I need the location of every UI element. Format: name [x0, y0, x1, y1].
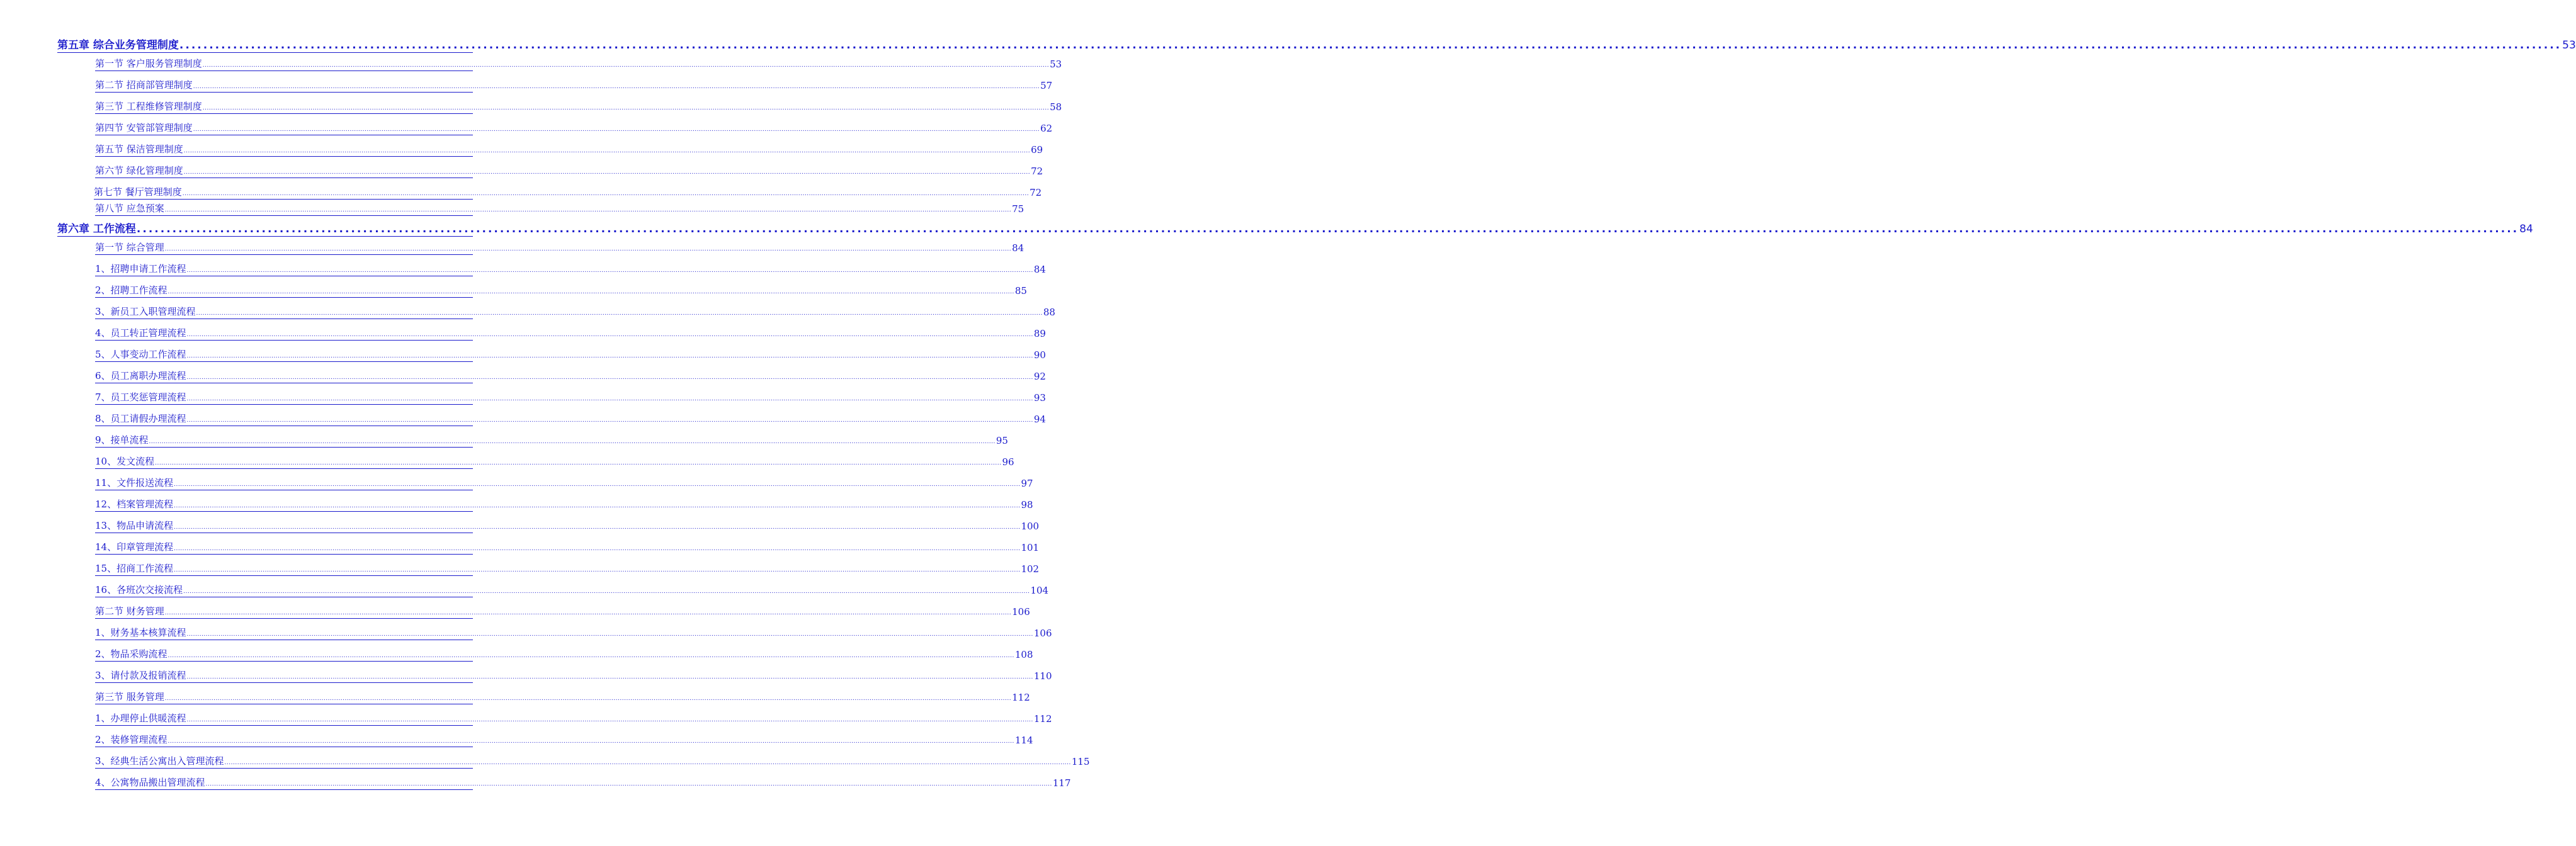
toc-page-number: 110 — [1033, 670, 1052, 682]
dot-leader: ................................................................................................................................................................................................................................................................................................................................................................................................................ — [167, 738, 1014, 745]
dot-leader: ................................................................................................................................................................................................................................................................................................................................................................................................................ — [164, 610, 1012, 616]
toc-section-link[interactable] — [95, 499, 1033, 512]
toc-entry-title: 9、接单流程 — [95, 434, 149, 446]
toc-entry-title: 8、员工请假办理流程 — [95, 413, 186, 424]
toc-entry-title: 16、各班次交接流程 — [95, 584, 183, 595]
toc-page-number: 69 — [1031, 144, 1043, 155]
toc-page-number: 72 — [1030, 187, 1042, 198]
toc-page-number: 89 — [1033, 328, 1046, 339]
toc-section-link[interactable] — [95, 777, 1071, 790]
dot-leader: ................................................................................................................................................................................................................................................................................................................................................................................................................ — [174, 482, 1021, 488]
toc-page-number: 93 — [1033, 392, 1046, 403]
dot-leader: ................................................................................................................................................................................................................................................................................................................................................................................................................ — [196, 310, 1043, 317]
toc-entry-title: 15、招商工作流程 — [95, 563, 174, 574]
toc-section-link[interactable] — [95, 242, 1024, 255]
dot-leader: ................................................................................................................................................................................................................................................................................................................................................................................................................ — [183, 589, 1030, 595]
toc-page-number: 97 — [1021, 478, 1033, 489]
toc-page-number: 92 — [1033, 371, 1046, 382]
dot-leader: ................................................................................................................................................................................................................................................................................................................................................................................................................ — [174, 524, 1021, 531]
toc-entry-title: 第一节 综合管理 — [95, 242, 164, 253]
toc-section-link[interactable] — [95, 627, 1052, 640]
toc-page-number: 84 — [2519, 223, 2533, 235]
toc-page-number: 58 — [1050, 101, 1062, 113]
toc-page-number: 90 — [1033, 349, 1046, 361]
dot-leader: ................................................................................................................................................................................................................................................................................................................................................................................................................ — [186, 631, 1033, 638]
toc-section-link[interactable] — [95, 456, 1014, 469]
dot-leader: ................................................................................................................................................................................................................................................................................................................................................................................................................ — [174, 503, 1021, 509]
toc-page-number: 114 — [1014, 735, 1033, 746]
toc-section-link[interactable] — [95, 713, 1052, 726]
toc-section-link[interactable] — [95, 58, 1062, 71]
toc-section-link[interactable] — [95, 413, 1046, 426]
dot-leader: ................................................................................................................................................................................................................................................................................................................................................................................................................ — [186, 674, 1033, 680]
dot-leader: ................................................................................................................................................................................................................................................................................................................................................................................................................ — [174, 546, 1021, 552]
dot-leader: ................................................................................................................................................................................................................................................................................................................................................................................................................ — [186, 396, 1033, 402]
dot-leader: ................................................................................................................................................................................................................................................................................................................................................................................................................ — [186, 375, 1033, 381]
toc-page-number: 88 — [1043, 307, 1055, 318]
toc-page-number: 95 — [996, 435, 1008, 446]
dot-leader: ................................................................................................................................................................................................................................................................................................................................................................................................................ — [149, 439, 996, 445]
toc-entry-title: 4、公寓物品搬出管理流程 — [95, 777, 205, 788]
dot-leader: ................................................................................................................................................................................................................................................................................................................................................................................................................ — [174, 567, 1021, 573]
toc-section-link[interactable] — [95, 370, 1046, 383]
toc-section-link[interactable] — [95, 434, 1008, 448]
toc-page-number: 53 — [2562, 39, 2576, 52]
toc-entry-title: 2、招聘工作流程 — [95, 285, 167, 296]
dot-leader: ................................................................................................................................................................................................................................................................................................................................................................................................................ — [167, 289, 1014, 295]
dot-leader: ................................................................................................................................................................................................................................................................................................................................................................................................................ — [155, 460, 1002, 466]
toc-page-number: 85 — [1014, 285, 1027, 296]
toc-section-link[interactable] — [94, 186, 1042, 200]
dot-leader: ................................................................................................................................................................................................................................................................................................................................................................................................................ — [182, 191, 1030, 197]
toc-entry-title: 第八节 应急预案 — [95, 203, 164, 214]
dot-leader: ................................................................................................................................................................................................................................................................................................................................................................................................................ — [179, 39, 2562, 52]
toc-section-link[interactable] — [95, 734, 1033, 747]
dot-leader: ................................................................................................................................................................................................................................................................................................................................................................................................................ — [164, 696, 1012, 702]
toc-page-number: 84 — [1012, 242, 1024, 254]
toc-page-number: 108 — [1014, 649, 1033, 660]
toc-section-link[interactable] — [95, 541, 1040, 555]
toc-entry-title: 第四节 安管部管理制度 — [95, 122, 193, 133]
toc-entry-title: 第七节 餐厅管理制度 — [94, 186, 182, 198]
toc-page-number: 53 — [1050, 59, 1062, 70]
toc-entry-title: 第六节 绿化管理制度 — [95, 165, 183, 176]
toc-entry-title: 4、员工转正管理流程 — [95, 327, 186, 339]
toc-entry-title: 第五章 综合业务管理制度 — [57, 39, 179, 52]
toc-page-number: 94 — [1033, 414, 1046, 425]
toc-section-link[interactable] — [95, 520, 1040, 533]
toc-page-number: 112 — [1033, 713, 1052, 725]
dot-leader: ................................................................................................................................................................................................................................................................................................................................................................................................................ — [186, 268, 1033, 274]
toc-section-link[interactable] — [95, 203, 1024, 216]
toc-section-link[interactable] — [95, 285, 1027, 298]
toc-entry-title: 12、档案管理流程 — [95, 499, 174, 510]
toc-entry-title: 1、办理停止供暖流程 — [95, 713, 186, 724]
toc-section-link[interactable] — [95, 563, 1040, 576]
toc-page-number: 101 — [1021, 542, 1040, 553]
toc-entry-title: 7、员工奖惩管理流程 — [95, 392, 186, 403]
toc-page-number: 106 — [1033, 628, 1052, 639]
toc-section-link[interactable] — [95, 648, 1033, 662]
toc-entry-title: 第二节 财务管理 — [95, 606, 164, 617]
dot-leader: ................................................................................................................................................................................................................................................................................................................................................................................................................ — [167, 653, 1014, 659]
dot-leader: ................................................................................................................................................................................................................................................................................................................................................................................................................ — [186, 417, 1033, 424]
toc-page-number: 84 — [1033, 264, 1046, 275]
toc-section-link[interactable] — [95, 327, 1046, 341]
dot-leader: ................................................................................................................................................................................................................................................................................................................................................................................................................ — [186, 332, 1033, 338]
toc-section-link[interactable] — [95, 349, 1046, 362]
dot-leader: ................................................................................................................................................................................................................................................................................................................................................................................................................ — [183, 148, 1031, 154]
toc-section-link[interactable] — [95, 144, 1043, 157]
dot-leader: ................................................................................................................................................................................................................................................................................................................................................................................................................ — [136, 223, 2519, 235]
toc-page-number: 72 — [1031, 166, 1043, 177]
toc-entry-title: 10、发文流程 — [95, 456, 155, 467]
toc-entry-title: 第五节 保洁管理制度 — [95, 144, 183, 155]
toc-entry-title: 1、财务基本核算流程 — [95, 627, 186, 638]
toc-entry-title: 第二节 招商部管理制度 — [95, 79, 193, 91]
toc-page-number: 104 — [1030, 585, 1049, 596]
toc-entry-title: 14、印章管理流程 — [95, 541, 174, 553]
toc-section-link[interactable] — [95, 606, 1030, 619]
toc-entry-title: 2、物品采购流程 — [95, 648, 167, 660]
toc-entry-title: 第一节 客户服务管理制度 — [95, 58, 202, 69]
toc-entry-title: 3、经典生活公寓出入管理流程 — [95, 755, 224, 767]
toc-chapter-link[interactable] — [57, 38, 2576, 53]
dot-leader: ................................................................................................................................................................................................................................................................................................................................................................................................................ — [183, 169, 1031, 176]
toc-chapter-link[interactable] — [57, 222, 2533, 237]
toc-section-link[interactable] — [95, 584, 1049, 597]
toc-entry-title: 第三节 工程维修管理制度 — [95, 101, 202, 112]
dot-leader: ................................................................................................................................................................................................................................................................................................................................................................................................................ — [186, 717, 1033, 723]
toc-section-link[interactable] — [95, 79, 1053, 93]
toc-page-number: 98 — [1021, 499, 1033, 510]
toc-page-number: 57 — [1040, 80, 1053, 91]
toc-page-number: 75 — [1012, 203, 1024, 215]
toc-entry-title: 11、文件报送流程 — [95, 477, 174, 488]
toc-section-link[interactable] — [95, 670, 1052, 683]
dot-leader: ................................................................................................................................................................................................................................................................................................................................................................................................................ — [205, 781, 1052, 787]
dot-leader: ................................................................................................................................................................................................................................................................................................................................................................................................................ — [164, 246, 1012, 252]
toc-page-number: 115 — [1071, 756, 1090, 767]
toc-entry-title: 6、员工离职办理流程 — [95, 370, 186, 381]
toc-page-number: 117 — [1052, 777, 1071, 789]
toc-entry-title: 1、招聘申请工作流程 — [95, 263, 186, 274]
toc-page-number: 96 — [1002, 456, 1014, 468]
toc-page-number: 100 — [1021, 521, 1040, 532]
dot-leader: ................................................................................................................................................................................................................................................................................................................................................................................................................ — [193, 127, 1040, 133]
toc-section-link[interactable] — [95, 122, 1053, 135]
toc-entry-title: 5、人事变动工作流程 — [95, 349, 186, 360]
toc-section-link[interactable] — [95, 165, 1043, 178]
toc-page-number: 102 — [1021, 563, 1040, 575]
toc-entry-title: 13、物品申请流程 — [95, 520, 174, 531]
dot-leader: ................................................................................................................................................................................................................................................................................................................................................................................................................ — [224, 760, 1071, 766]
toc-section-link[interactable] — [95, 306, 1055, 319]
dot-leader: ................................................................................................................................................................................................................................................................................................................................................................................................................ — [193, 84, 1040, 90]
toc-section-link[interactable] — [95, 691, 1030, 704]
dot-leader: ................................................................................................................................................................................................................................................................................................................................................................................................................ — [164, 207, 1012, 213]
toc-page-number: 112 — [1012, 692, 1030, 703]
toc-page-number: 106 — [1012, 606, 1030, 618]
toc-entry-title: 第六章 工作流程 — [57, 223, 136, 235]
toc-section-link[interactable] — [95, 263, 1046, 276]
toc-entry-title: 2、装修管理流程 — [95, 734, 167, 745]
dot-leader: ................................................................................................................................................................................................................................................................................................................................................................................................................ — [202, 62, 1050, 69]
dot-leader: ................................................................................................................................................................................................................................................................................................................................................................................................................ — [202, 105, 1050, 111]
dot-leader: ................................................................................................................................................................................................................................................................................................................................................................................................................ — [186, 353, 1033, 359]
toc-entry-title: 3、请付款及报销流程 — [95, 670, 186, 681]
toc-section-link[interactable] — [95, 477, 1033, 490]
toc-entry-title: 第三节 服务管理 — [95, 691, 164, 702]
toc-section-link[interactable] — [95, 101, 1062, 114]
toc-section-link[interactable] — [95, 755, 1090, 769]
toc-page-number: 62 — [1040, 123, 1053, 134]
toc-section-link[interactable] — [95, 392, 1046, 405]
toc-entry-title: 3、新员工入职管理流程 — [95, 306, 196, 317]
